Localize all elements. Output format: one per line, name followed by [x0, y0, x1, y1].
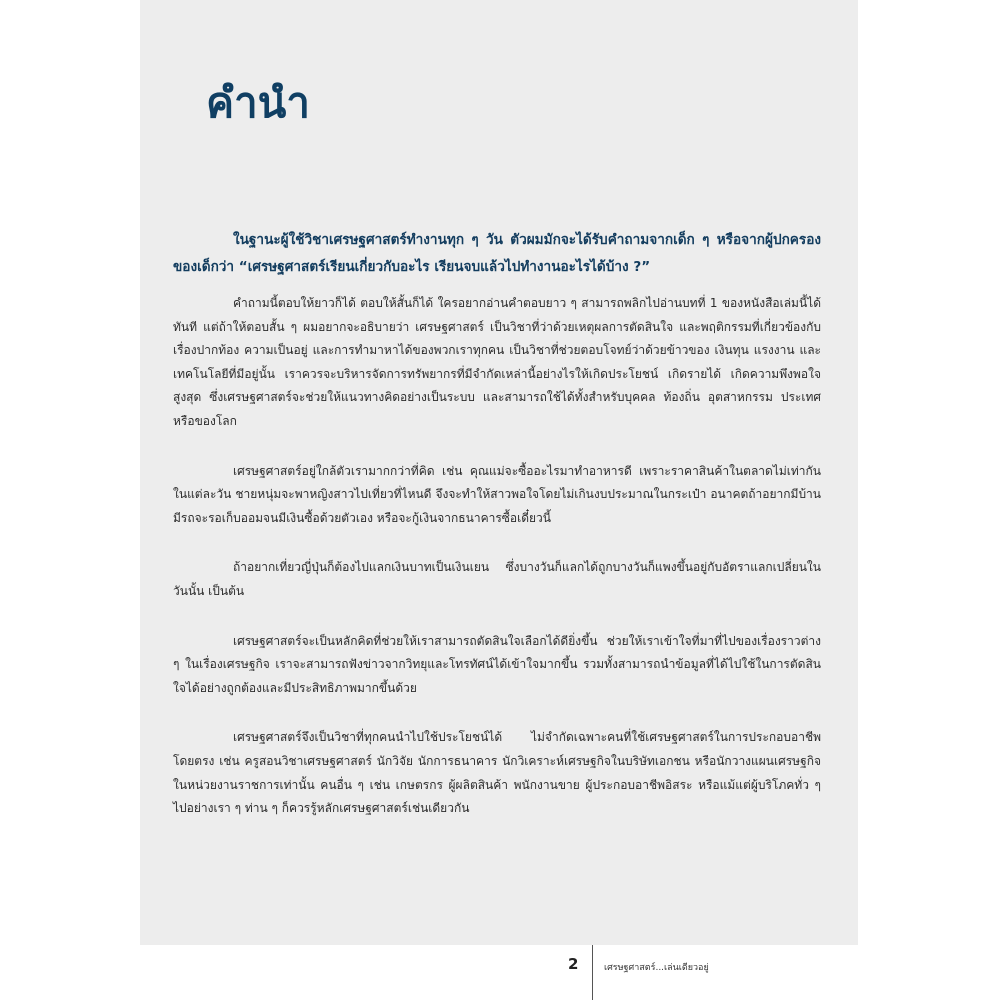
paragraph-2: เศรษฐศาสตร์อยู่ใกล้ตัวเรามากกว่าที่คิด เช่น คุณแม่จะซื้ออะไรมาทำอาหารดี เพราะราคาสินค้าในตลาดไม่เท่ากันในแต่ละวัน ชายหนุ่มจะพาหญิงสาวไปเที่ยวที่ไหนดี จึงจะทำให้สาวพอใจโดยไม่เกินงบประมาณในกระเป๋า อนาคตถ้าอยากมีบ้านมีรถจะรอเก็บออมจนมีเงินซื้อด้วยตัวเอง หรือจะกู้เงินจากธนาคารซื้อเดี๋ยวนี้ — [173, 463, 821, 525]
body-text — [173, 292, 821, 847]
paragraph-1: คำถามนี้ตอบให้ยาวก็ได้ ตอบให้สั้นก็ได้ ใครอยากอ่านคำตอบยาว ๆ สามารถพลิกไปอ่านบทที่ 1 ของหนังสือเล่มนี้ได้ทันที แต่ถ้าให้ตอบสั้น ๆ ผมอยากจะอธิบายว่า เศรษฐศาสตร์ เป็นวิชาที่ว่าด้วยเหตุผลการตัดสินใจ และพฤติกรรมที่เกี่ยวข้องกับเรื่องปากท้อง ความเป็นอยู่ และการทำมาหาได้ของพวกเราทุกคน เป็นวิชาที่ช่วยตอบโจทย์ว่าด้วยข้าวของ เงินทุน แรงงาน และเทคโนโลยีที่มีอยู่นั้น เราควรจะบริหารจัดการทรัพยากรที่มีจำกัดเหล่านี้อย่างไรให้เกิดประโยชน์ เกิดรายได้ เกิดความพึงพอใจสูงสุด ซึ่งเศรษฐศาสตร์จะช่วยให้แนวทางคิดอย่างเป็นระบบ และสามารถใช้ได้ทั้งสำหรับบุคคล ท้องถิ่น อุตสาหกรรม ประเทศ หรือของโลก — [173, 296, 821, 428]
page-footer — [0, 945, 1000, 1000]
paragraph-3: ถ้าอยากเที่ยวญี่ปุ่นก็ต้องไปแลกเงินบาทเป็นเงินเยน ซึ่งบางวันก็แลกได้ถูกบางวันก็แพงขึ้นอยู่กับอัตราแลกเปลี่ยนในวันนั้น เป็นต้น — [173, 560, 821, 598]
book-page — [140, 0, 858, 945]
paragraph-4: เศรษฐศาสตร์จะเป็นหลักคิดที่ช่วยให้เราสามารถตัดสินใจเลือกได้ดียิ่งขึ้น ช่วยให้เราเข้าใจที่มาที่ไปของเรื่องราวต่าง ๆ ในเรื่องเศรษฐกิจ เราจะสามารถฟังข่าวจากวิทยุและโทรทัศน์ได้เข้าใจมากขึ้น รวมทั้งสามารถนำข้อมูลที่ได้ไปใช้ในการตัดสินใจได้อย่างถูกต้องและมีประสิทธิภาพมากขึ้นด้วย — [173, 633, 821, 695]
page-number: 2 — [568, 955, 579, 973]
lead-paragraph: ในฐานะผู้ใช้วิชาเศรษฐศาสตร์ทำงานทุก ๆ วัน ตัวผมมักจะได้รับคำถามจากเด็ก ๆ หรือจากผู้ปกครองของเด็กว่า “เศรษฐศาสตร์เรียนเกี่ยวกับอะไร เรียนจบแล้วไปทำงานอะไรได้บ้าง ?” — [173, 232, 821, 275]
footer-divider — [592, 945, 593, 1000]
running-title: เศรษฐศาสตร์...เล่นเดียวอยู่ — [604, 963, 709, 973]
page-title: คำนำ — [206, 78, 310, 127]
paragraph-5: เศรษฐศาสตร์จึงเป็นวิชาที่ทุกคนนำไปใช้ประโยชน์ได้ ไม่จำกัดเฉพาะคนที่ใช้เศรษฐศาสตร์ในการประกอบอาชีพโดยตรง เช่น ครูสอนวิชาเศรษฐศาสตร์ นักวิจัย นักการธนาคาร นักวิเคราะห์เศรษฐกิจในบริษัทเอกชน หรือนักวางแผนเศรษฐกิจในหน่วยงานราชการเท่านั้น คนอื่น ๆ เช่น เกษตรกร ผู้ผลิตสินค้า พนักงานขาย ผู้ประกอบอาชีพอิสระ หรือแม้แต่ผู้บริโภคทั่ว ๆ ไปอย่างเรา ๆ ท่าน ๆ ก็ควรรู้หลักเศรษฐศาสตร์เช่นเดียวกัน — [173, 730, 821, 816]
